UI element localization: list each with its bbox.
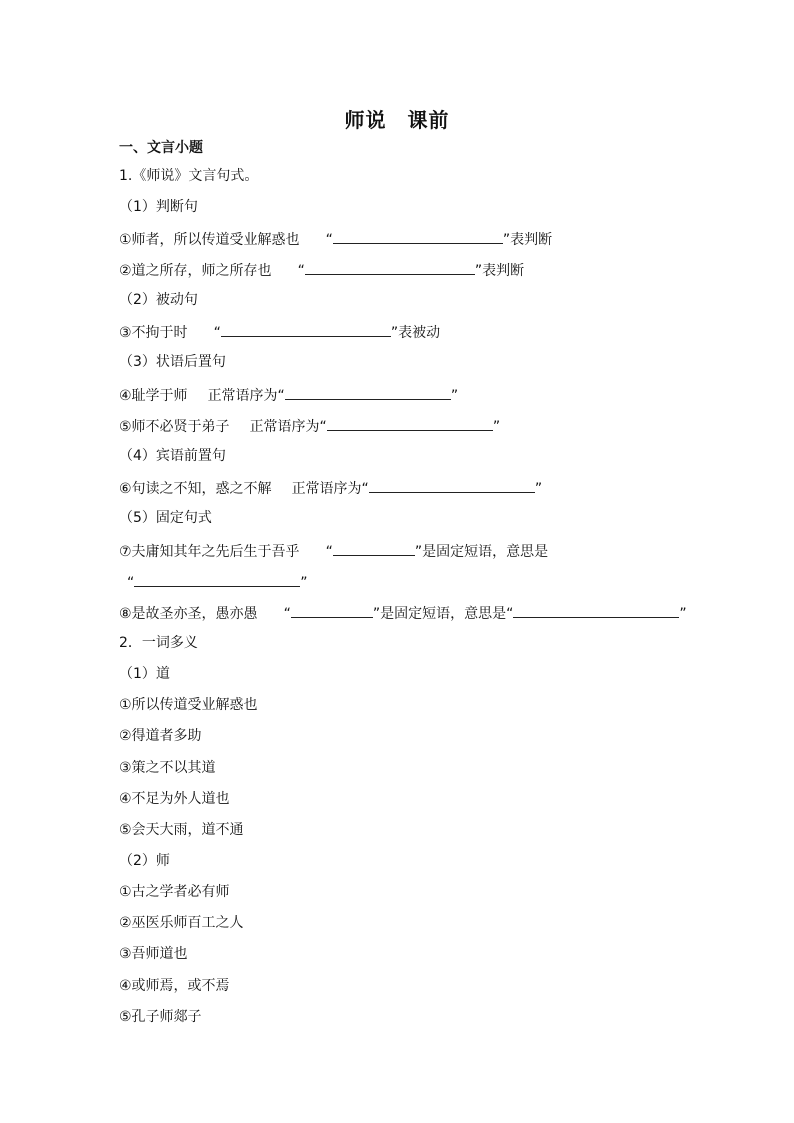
- subheading-shi: （2）师: [119, 853, 170, 869]
- answer-blank-4[interactable]: [285, 384, 451, 400]
- sentence-8-middle: ”是固定短语，意思是“: [372, 606, 514, 622]
- list-item: ②得道者多助: [119, 728, 202, 744]
- open-quote: “: [325, 232, 333, 248]
- list-item: ⑤会天大雨，道不通: [119, 822, 244, 838]
- close-quote: ”: [300, 575, 308, 591]
- section-heading: 一、文言小题: [119, 140, 203, 156]
- sentence-3-text: ③不拘于时: [119, 325, 188, 341]
- subheading-adverbial: （3）状语后置句: [119, 354, 226, 370]
- list-item: ④或师焉，或不焉: [119, 978, 230, 994]
- answer-blank-8b[interactable]: [513, 602, 679, 618]
- answer-blank-5[interactable]: [327, 415, 493, 431]
- close-quote: ”: [450, 388, 459, 404]
- sentence-2: [119, 259, 524, 281]
- sentence-5-text: ⑤师不必贤于弟子: [119, 419, 230, 435]
- subheading-object-preposed: （4）宾语前置句: [119, 448, 226, 464]
- close-quote: ”: [679, 606, 687, 622]
- subheading-dao: （1）道: [119, 666, 170, 682]
- sentence-3-suffix: ”表被动: [390, 325, 441, 341]
- sentence-7-middle: ”是固定短语，意思是: [414, 544, 549, 560]
- question-1-title: 1.《师说》文言句式。: [119, 168, 259, 184]
- open-quote: “: [325, 544, 333, 560]
- list-item: ⑤孔子师郯子: [119, 1009, 202, 1025]
- answer-blank-6[interactable]: [369, 477, 535, 493]
- sentence-7: [119, 540, 548, 562]
- page-title: 师说 课前: [344, 108, 450, 132]
- sentence-2-text: ②道之所存，师之所存也: [119, 263, 272, 279]
- normal-order-prompt: 正常语序为“: [291, 481, 369, 497]
- sentence-7-continuation: [127, 571, 308, 593]
- normal-order-prompt: 正常语序为“: [207, 388, 285, 404]
- question-2-title: 2．一词多义: [119, 635, 198, 651]
- open-quote: “: [297, 263, 305, 279]
- list-item: ③吾师道也: [119, 946, 188, 962]
- answer-blank-8a[interactable]: [291, 602, 373, 618]
- sentence-2-suffix: ”表判断: [474, 263, 525, 279]
- sentence-1-suffix: ”表判断: [502, 232, 553, 248]
- sentence-5: [119, 415, 500, 437]
- open-quote: “: [127, 575, 135, 591]
- sentence-8: [119, 602, 687, 624]
- sentence-3: [119, 321, 440, 343]
- sentence-1: [119, 228, 552, 250]
- close-quote: ”: [534, 481, 543, 497]
- answer-blank-7b[interactable]: [134, 571, 300, 587]
- sentence-4-text: ④耻学于师: [119, 388, 188, 404]
- open-quote: “: [283, 606, 291, 622]
- list-item: ①所以传道受业解惑也: [119, 697, 258, 713]
- answer-blank-3[interactable]: [221, 321, 391, 337]
- answer-blank-7a[interactable]: [333, 540, 415, 556]
- list-item: ④不足为外人道也: [119, 791, 230, 807]
- sentence-4: [119, 384, 458, 406]
- sentence-6: [119, 477, 542, 499]
- list-item: ③策之不以其道: [119, 760, 216, 776]
- answer-blank-2[interactable]: [305, 259, 475, 275]
- subheading-fixed-pattern: （5）固定句式: [119, 510, 212, 526]
- open-quote: “: [213, 325, 221, 341]
- subheading-judgment: （1）判断句: [119, 199, 198, 215]
- sentence-8-text: ⑧是故圣亦圣，愚亦愚: [119, 606, 258, 622]
- answer-blank-1[interactable]: [333, 228, 503, 244]
- list-item: ①古之学者必有师: [119, 884, 230, 900]
- subheading-passive: （2）被动句: [119, 292, 198, 308]
- normal-order-prompt: 正常语序为“: [249, 419, 327, 435]
- sentence-1-text: ①师者，所以传道受业解惑也: [119, 232, 300, 248]
- close-quote: ”: [492, 419, 501, 435]
- list-item: ②巫医乐师百工之人: [119, 915, 244, 931]
- sentence-6-text: ⑥句读之不知，惑之不解: [119, 481, 272, 497]
- sentence-7-text: ⑦夫庸知其年之先后生于吾乎: [119, 544, 300, 560]
